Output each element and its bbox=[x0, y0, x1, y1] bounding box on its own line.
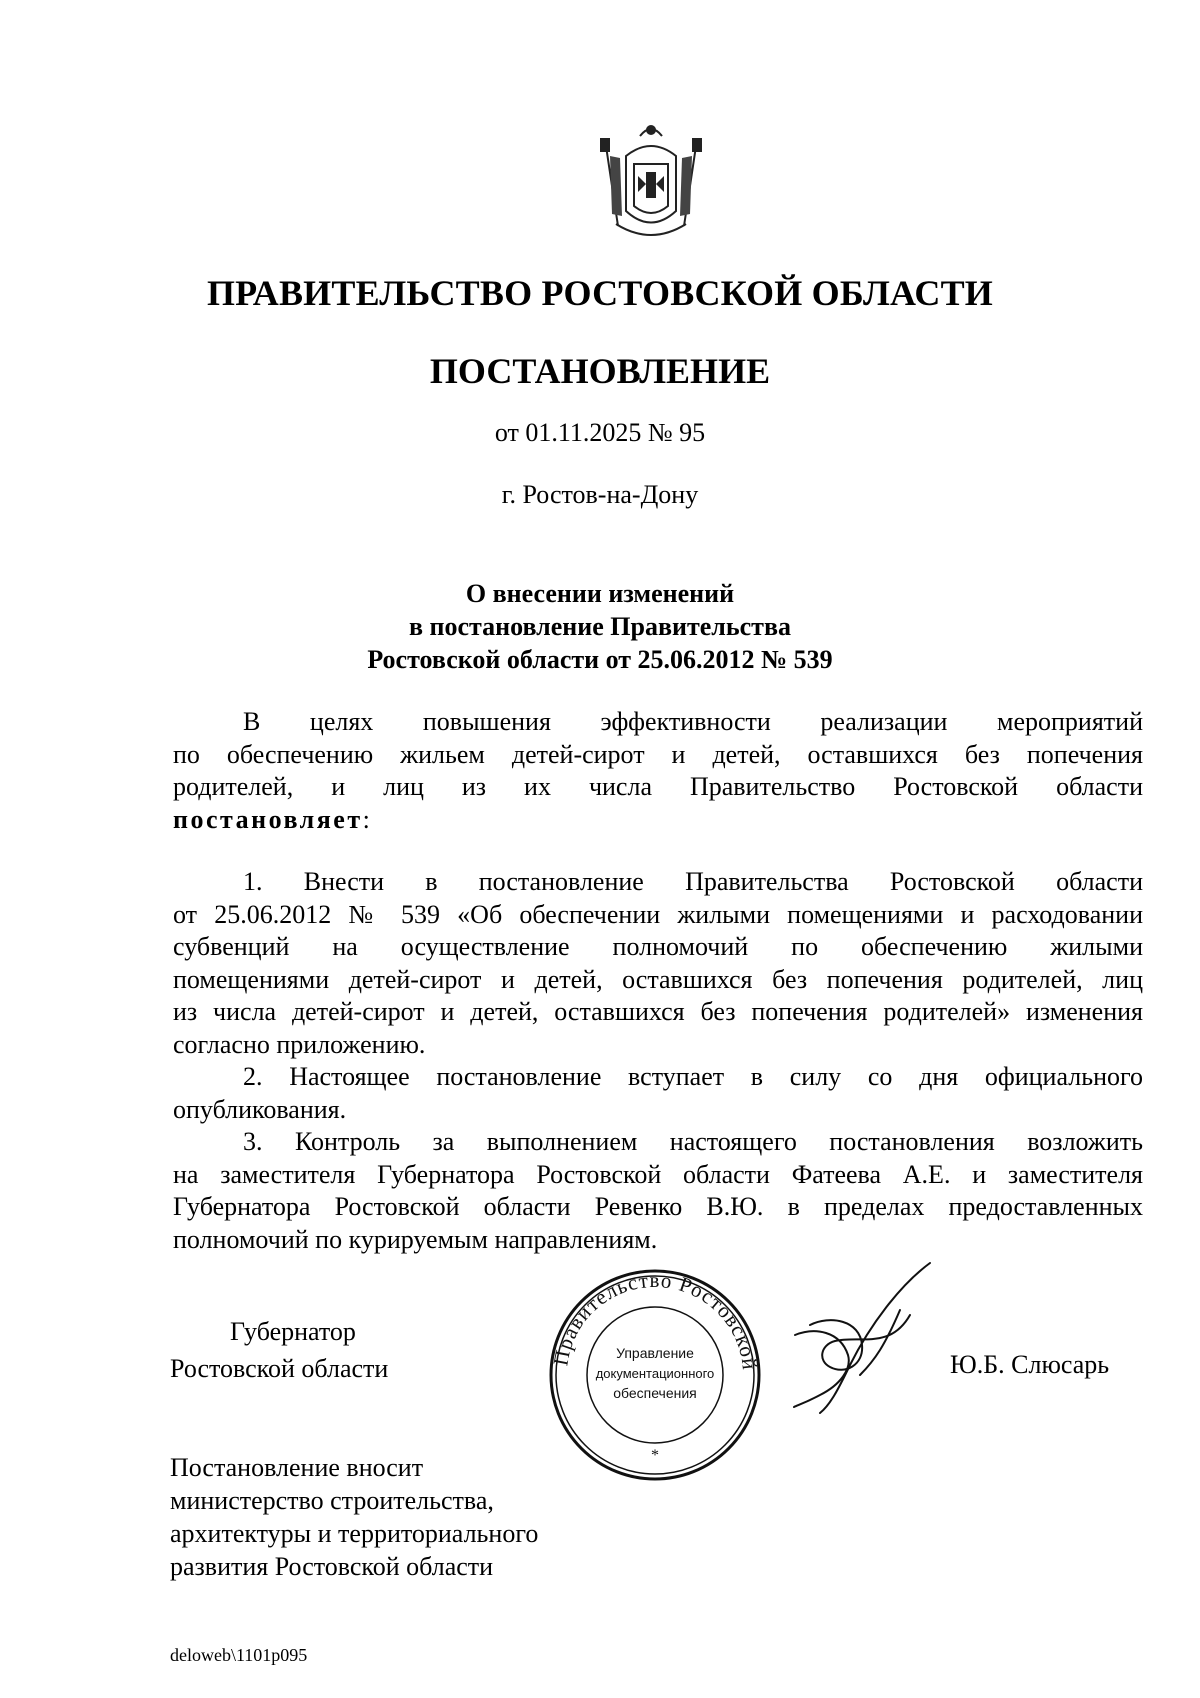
item-2-line: 2. Настоящее постановление вступает в силу со дня официального bbox=[243, 1062, 1143, 1091]
signatory-title-line: Губернатор bbox=[230, 1317, 356, 1346]
document-date-number: от 01.11.2025 № 95 bbox=[494, 418, 706, 447]
decree-colon: : bbox=[362, 804, 370, 834]
submitter-note-line: архитектуры и территориального bbox=[170, 1519, 539, 1548]
seal-star: * bbox=[651, 1447, 659, 1464]
preamble-line: В целях повышения эффективности реализации мероприятий bbox=[243, 707, 1143, 736]
item-1-line: из числа детей-сирот и детей, оставшихся без попечения родителей» изменения bbox=[173, 997, 1143, 1026]
item-3-line: 3. Контроль за выполнением настоящего постановления возложить bbox=[243, 1127, 1143, 1156]
subject-line: Ростовской области от 25.06.2012 № 539 bbox=[367, 645, 833, 674]
submitter-note bbox=[170, 1451, 590, 1583]
decree-line bbox=[173, 804, 1143, 837]
item-1-line: от 25.06.2012 № 539 «Об обеспечении жилыми помещениями и расходовании bbox=[173, 899, 1143, 929]
preamble-paragraph bbox=[173, 706, 1143, 836]
signatory-name: Ю.Б. Слюсарь bbox=[950, 1350, 1110, 1379]
preamble-line: родителей, и лиц из их числа Правительство Ростовской области bbox=[173, 772, 1143, 801]
item-1-line: субвенций на осуществление полномочий по обеспечению жилыми bbox=[173, 932, 1143, 961]
document-city: г. Ростов-на-Дону bbox=[501, 480, 699, 509]
preamble-line: по обеспечению жильем детей-сирот и детей, оставшихся без попечения bbox=[173, 739, 1143, 769]
organization-title: ПРАВИТЕЛЬСТВО РОСТОВСКОЙ ОБЛАСТИ bbox=[206, 273, 994, 313]
seal-inner-line: документационного bbox=[595, 1366, 715, 1381]
item-3-line: на заместителя Губернатора Ростовской области Фатеева А.Е. и заместителя bbox=[173, 1159, 1143, 1189]
seal-inner-line: Управление bbox=[616, 1345, 694, 1361]
coat-of-arms-icon bbox=[596, 116, 706, 241]
file-code: deloweb\1101p095 bbox=[170, 1645, 308, 1665]
subject-line: в постановление Правительства bbox=[408, 612, 791, 641]
signatory-title bbox=[170, 1313, 440, 1387]
seal-outer-text: Правительство Ростовской bbox=[548, 1267, 763, 1372]
decree-items bbox=[173, 866, 1143, 1256]
handwritten-signature bbox=[790, 1255, 940, 1425]
document-type: ПОСТАНОВЛЕНИЕ bbox=[429, 351, 771, 391]
item-3-line: Губернатора Ростовской области Ревенко В.Ю. в пределах предоставленных bbox=[173, 1192, 1143, 1221]
submitter-note-line: министерство строительства, bbox=[170, 1486, 494, 1515]
signatory-title-line: Ростовской области bbox=[170, 1354, 389, 1383]
item-3-line: полномочий по курируемым направлениям. bbox=[173, 1224, 658, 1254]
item-2-line: опубликования. bbox=[173, 1094, 347, 1124]
document-subject bbox=[0, 577, 1200, 676]
submitter-note-line: развития Ростовской области bbox=[170, 1552, 494, 1581]
item-1-line: согласно приложению. bbox=[173, 1029, 426, 1059]
item-1-line: помещениями детей-сирот и детей, оставшихся без попечения родителей, лиц bbox=[173, 964, 1143, 994]
submitter-note-line: Постановление вносит bbox=[170, 1453, 424, 1482]
decree-word: постановляет bbox=[173, 804, 363, 834]
seal-inner-line: обеспечения bbox=[613, 1385, 697, 1401]
item-1-line: 1. Внести в постановление Правительства Ростовской области bbox=[243, 867, 1143, 896]
subject-line: О внесении изменений bbox=[465, 579, 735, 608]
